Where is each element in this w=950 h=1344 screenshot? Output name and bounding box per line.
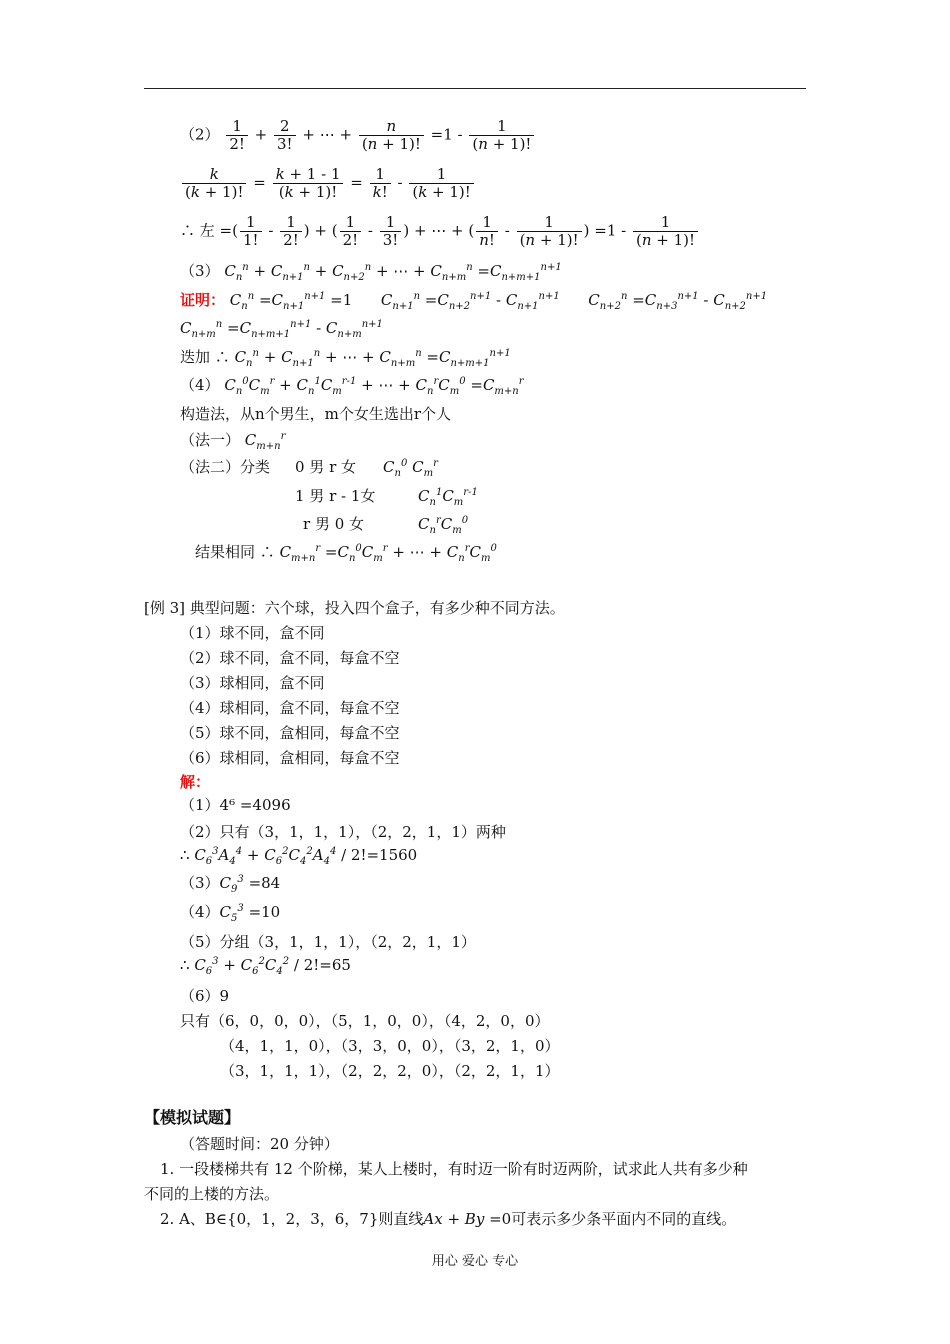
identity-2-sum: ∴ 左 =( $\frac{1}{1!}$ - $\frac{1}{2!}$ ) + ( $\frac{1}{2!}$ - $\frac{1}{3!}$ ) + ⋯ + ( $\frac{1}{n!}$ - $\frac{1}{(n + 1)!}$ ) =1 - $\frac{1}{(n + 1)!}$	[180, 214, 700, 249]
example-3-item-6: （6）球相同，盒相同，每盒不空	[180, 749, 400, 767]
question-2: 2. A、B∈{0，1，2，3，6，7}则直线Ax + By =0可表示多少条平面内不同的直线。	[160, 1210, 737, 1228]
identity-2: （2） $\frac{1}{2!}$ + $\frac{2}{3!}$ + ⋯ + $\frac{n}{(n + 1)!}$ =1 - $\frac{1}{(n + 1)!}$	[180, 118, 536, 153]
proof-line-2: $C_{n+m}^n =C_{n+m+1}^{n+1} - C_{n+m}^{n+1}$	[180, 319, 383, 340]
question-1b: 不同的上楼的方法。	[144, 1185, 280, 1203]
solution-2: （2）只有（3，1，1，1），（2，2，1，1）两种	[180, 823, 506, 841]
header-rule	[144, 88, 806, 89]
case-2: r 男 0 女	[303, 515, 365, 533]
mock-heading: 【模拟试题】	[144, 1108, 241, 1127]
solution-3: $(3)C_9^3 =84$	[180, 874, 281, 895]
page-footer: 用心 爱心 专心	[431, 1254, 519, 1269]
example-3-item-1: （1）球不同，盒不同	[180, 624, 325, 642]
stack-line: 迭加 ∴ $C_n^n + C_{n+1}^n$ + ⋯ + $C_{n+m}^n =C_{n+m+1}^{n+1}$	[180, 348, 511, 369]
example-3-title: [例 3] 典型问题：六个球，投入四个盒子，有多少种不同方法。	[144, 599, 565, 617]
case-2-formula: $C_n^rC_m^0$	[418, 515, 469, 536]
solution-6-c: （3，1，1，1），（2，2，2，0），（2，2，1，1）	[220, 1062, 560, 1080]
question-1a: 1. 一段楼梯共有 12 个阶梯，某人上楼时，有时迈一阶有时迈两阶，试求此人共有多少种	[160, 1160, 748, 1178]
construct-line: 构造法，从n个男生，m个女生选出r个人	[180, 405, 452, 423]
solution-5: （5）分组（3，1，1，1），（2，2，1，1）	[180, 933, 476, 951]
solution-6: （6）9	[180, 987, 230, 1005]
method-2: （法二）分类	[180, 458, 271, 476]
case-0-formula: $C_n^0$ $C_m^r$	[383, 458, 438, 479]
example-3-item-2: （2）球不同，盒不同，每盒不空	[180, 649, 400, 667]
method-1: （法一） $C_{m+n}^r$	[180, 431, 286, 452]
example-3-item-4: （4）球相同，盒不同，每盒不空	[180, 699, 400, 717]
mock-time: （答题时间：20 分钟）	[180, 1135, 339, 1153]
identity-2-step: $\frac{k}{(k + 1)!}$ = $\frac{k + 1 - 1}{(k + 1)!}$ = $\frac{1}{k!}$ - $\frac{1}{(k + 1)!}$	[180, 166, 476, 201]
solution-2-result: ∴ $C_6^3A_4^4 + C_6^2C_4^2A_4^4 / 2!=1560$	[180, 846, 418, 867]
proof-line: 证明： $C_n^n =C_{n+1}^{n+1} =1$ $C_{n+1}^n =C_{n+2}^{n+1} - C_{n+1}^{n+1}$ $C_{n+2}^n =C_{n+3}^{n+1} - C_{n+2}^{n+1}$	[180, 291, 768, 312]
case-1: 1 男 r - 1女	[295, 487, 376, 505]
case-0: 0 男 r 女	[295, 458, 357, 476]
solution-6-b: （4，1，1，0），（3，3，0，0），（3，2，1，0）	[220, 1037, 560, 1055]
example-3-item-5: （5）球不同，盒相同，每盒不空	[180, 724, 400, 742]
result-line: 结果相同 ∴ $C_{m+n}^r =C_n^0C_m^r$ + ⋯ + $C_n^rC_m^0$	[195, 543, 497, 564]
solution-6-a: 只有（6，0，0，0），（5，1，0，0），（4，2，0，0）	[180, 1012, 550, 1030]
solution-5-result: ∴ $C_6^3 + C_6^2C_4^2 / 2!=65$	[180, 956, 351, 977]
solution-1: （1）4⁶ =4096	[180, 796, 291, 814]
example-3-item-3: （3）球相同，盒不同	[180, 674, 325, 692]
identity-3: （3） $C_n^n + C_{n+1}^n + C_{n+2}^n$ + ⋯ + $C_{n+m}^n =C_{n+m+1}^{n+1}$	[180, 262, 562, 283]
case-1-formula: $C_n^1C_m^{r-1}$	[418, 487, 478, 508]
identity-4: （4） $C_n^0C_m^r + C_n^1C_m^{r-1}$ + ⋯ + $C_n^rC_m^0 =C_{m+n}^r$	[180, 376, 524, 397]
solution-4: $(4)C_5^3 =10$	[180, 903, 281, 924]
solution-label: 解：	[180, 773, 211, 791]
